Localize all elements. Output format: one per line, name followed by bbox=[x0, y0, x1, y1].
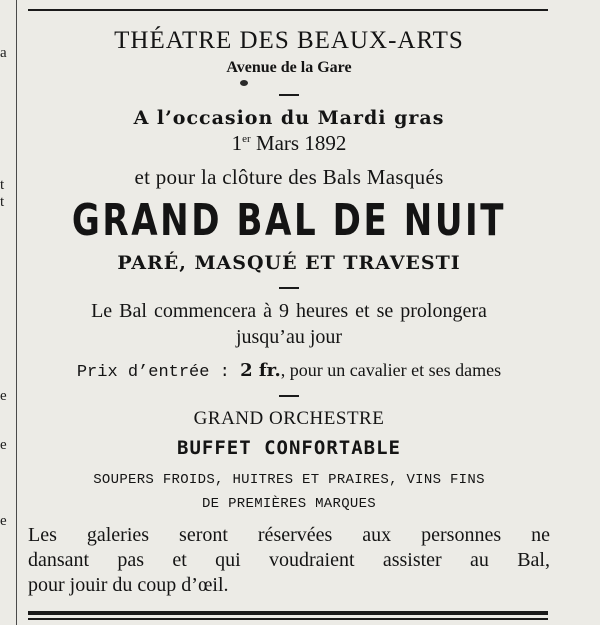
date-rest: Mars 1892 bbox=[250, 131, 347, 155]
price-value: 2 fr. bbox=[240, 360, 281, 381]
suppers-line-1: SOUPERS FROIDS, HUITRES ET PRAIRES, VINS FINS bbox=[93, 472, 485, 488]
ornament-dot bbox=[240, 80, 248, 86]
left-column-fragment: t bbox=[0, 177, 5, 193]
event-date bbox=[28, 131, 550, 156]
left-column-fragment: e bbox=[0, 388, 7, 404]
left-column-fragment: e bbox=[0, 437, 7, 453]
subheadline: PARÉ, MASQUÉ ET TRAVESTI bbox=[117, 252, 461, 274]
date-suffix: er bbox=[242, 133, 251, 145]
suppers-line-2: DE PREMIÈRES MARQUES bbox=[201, 496, 377, 512]
occasion-line: A l’occasion du Mardi gras bbox=[133, 107, 445, 129]
date-day: 1 bbox=[231, 131, 243, 155]
gallery-notice-line-3: pour jouir du coup d’œil. bbox=[28, 574, 229, 596]
bottom-rule bbox=[28, 611, 548, 615]
orchestra: GRAND ORCHESTRE bbox=[193, 408, 385, 429]
left-column-fragment: e bbox=[0, 513, 7, 529]
price-suffix: , pour un cavalier et ses dames bbox=[280, 360, 502, 380]
headline: GRAND BAL DE NUIT bbox=[71, 195, 507, 246]
column-gutter-rule bbox=[16, 0, 17, 625]
closing-line: et pour la clôture des Bals Masqués bbox=[134, 165, 444, 189]
gallery-notice-line-1: Les galeries seront réservées aux personnes ne bbox=[28, 524, 550, 546]
bottom-rule-thin bbox=[28, 618, 548, 620]
gallery-notice-line-2: dansant pas et qui voudraient assister au Bal, bbox=[28, 549, 550, 571]
separator-rule bbox=[279, 395, 299, 397]
entry-price bbox=[28, 360, 550, 382]
left-column-fragment: t bbox=[0, 194, 5, 210]
venue-address: Avenue de la Gare bbox=[226, 59, 352, 76]
left-column-fragment: a bbox=[0, 45, 7, 61]
start-time-line-1: Le Bal commencera à 9 heures et se prolongera bbox=[91, 300, 487, 322]
separator-rule bbox=[279, 94, 299, 96]
top-rule bbox=[28, 9, 548, 11]
separator-rule bbox=[279, 287, 299, 289]
start-time-line-2: jusqu’au jour bbox=[235, 326, 343, 348]
venue-name: THÉATRE DES BEAUX-ARTS bbox=[114, 27, 464, 54]
price-prefix: Prix d’entrée : bbox=[76, 363, 241, 382]
buffet: BUFFET CONFORTABLE bbox=[177, 437, 401, 459]
